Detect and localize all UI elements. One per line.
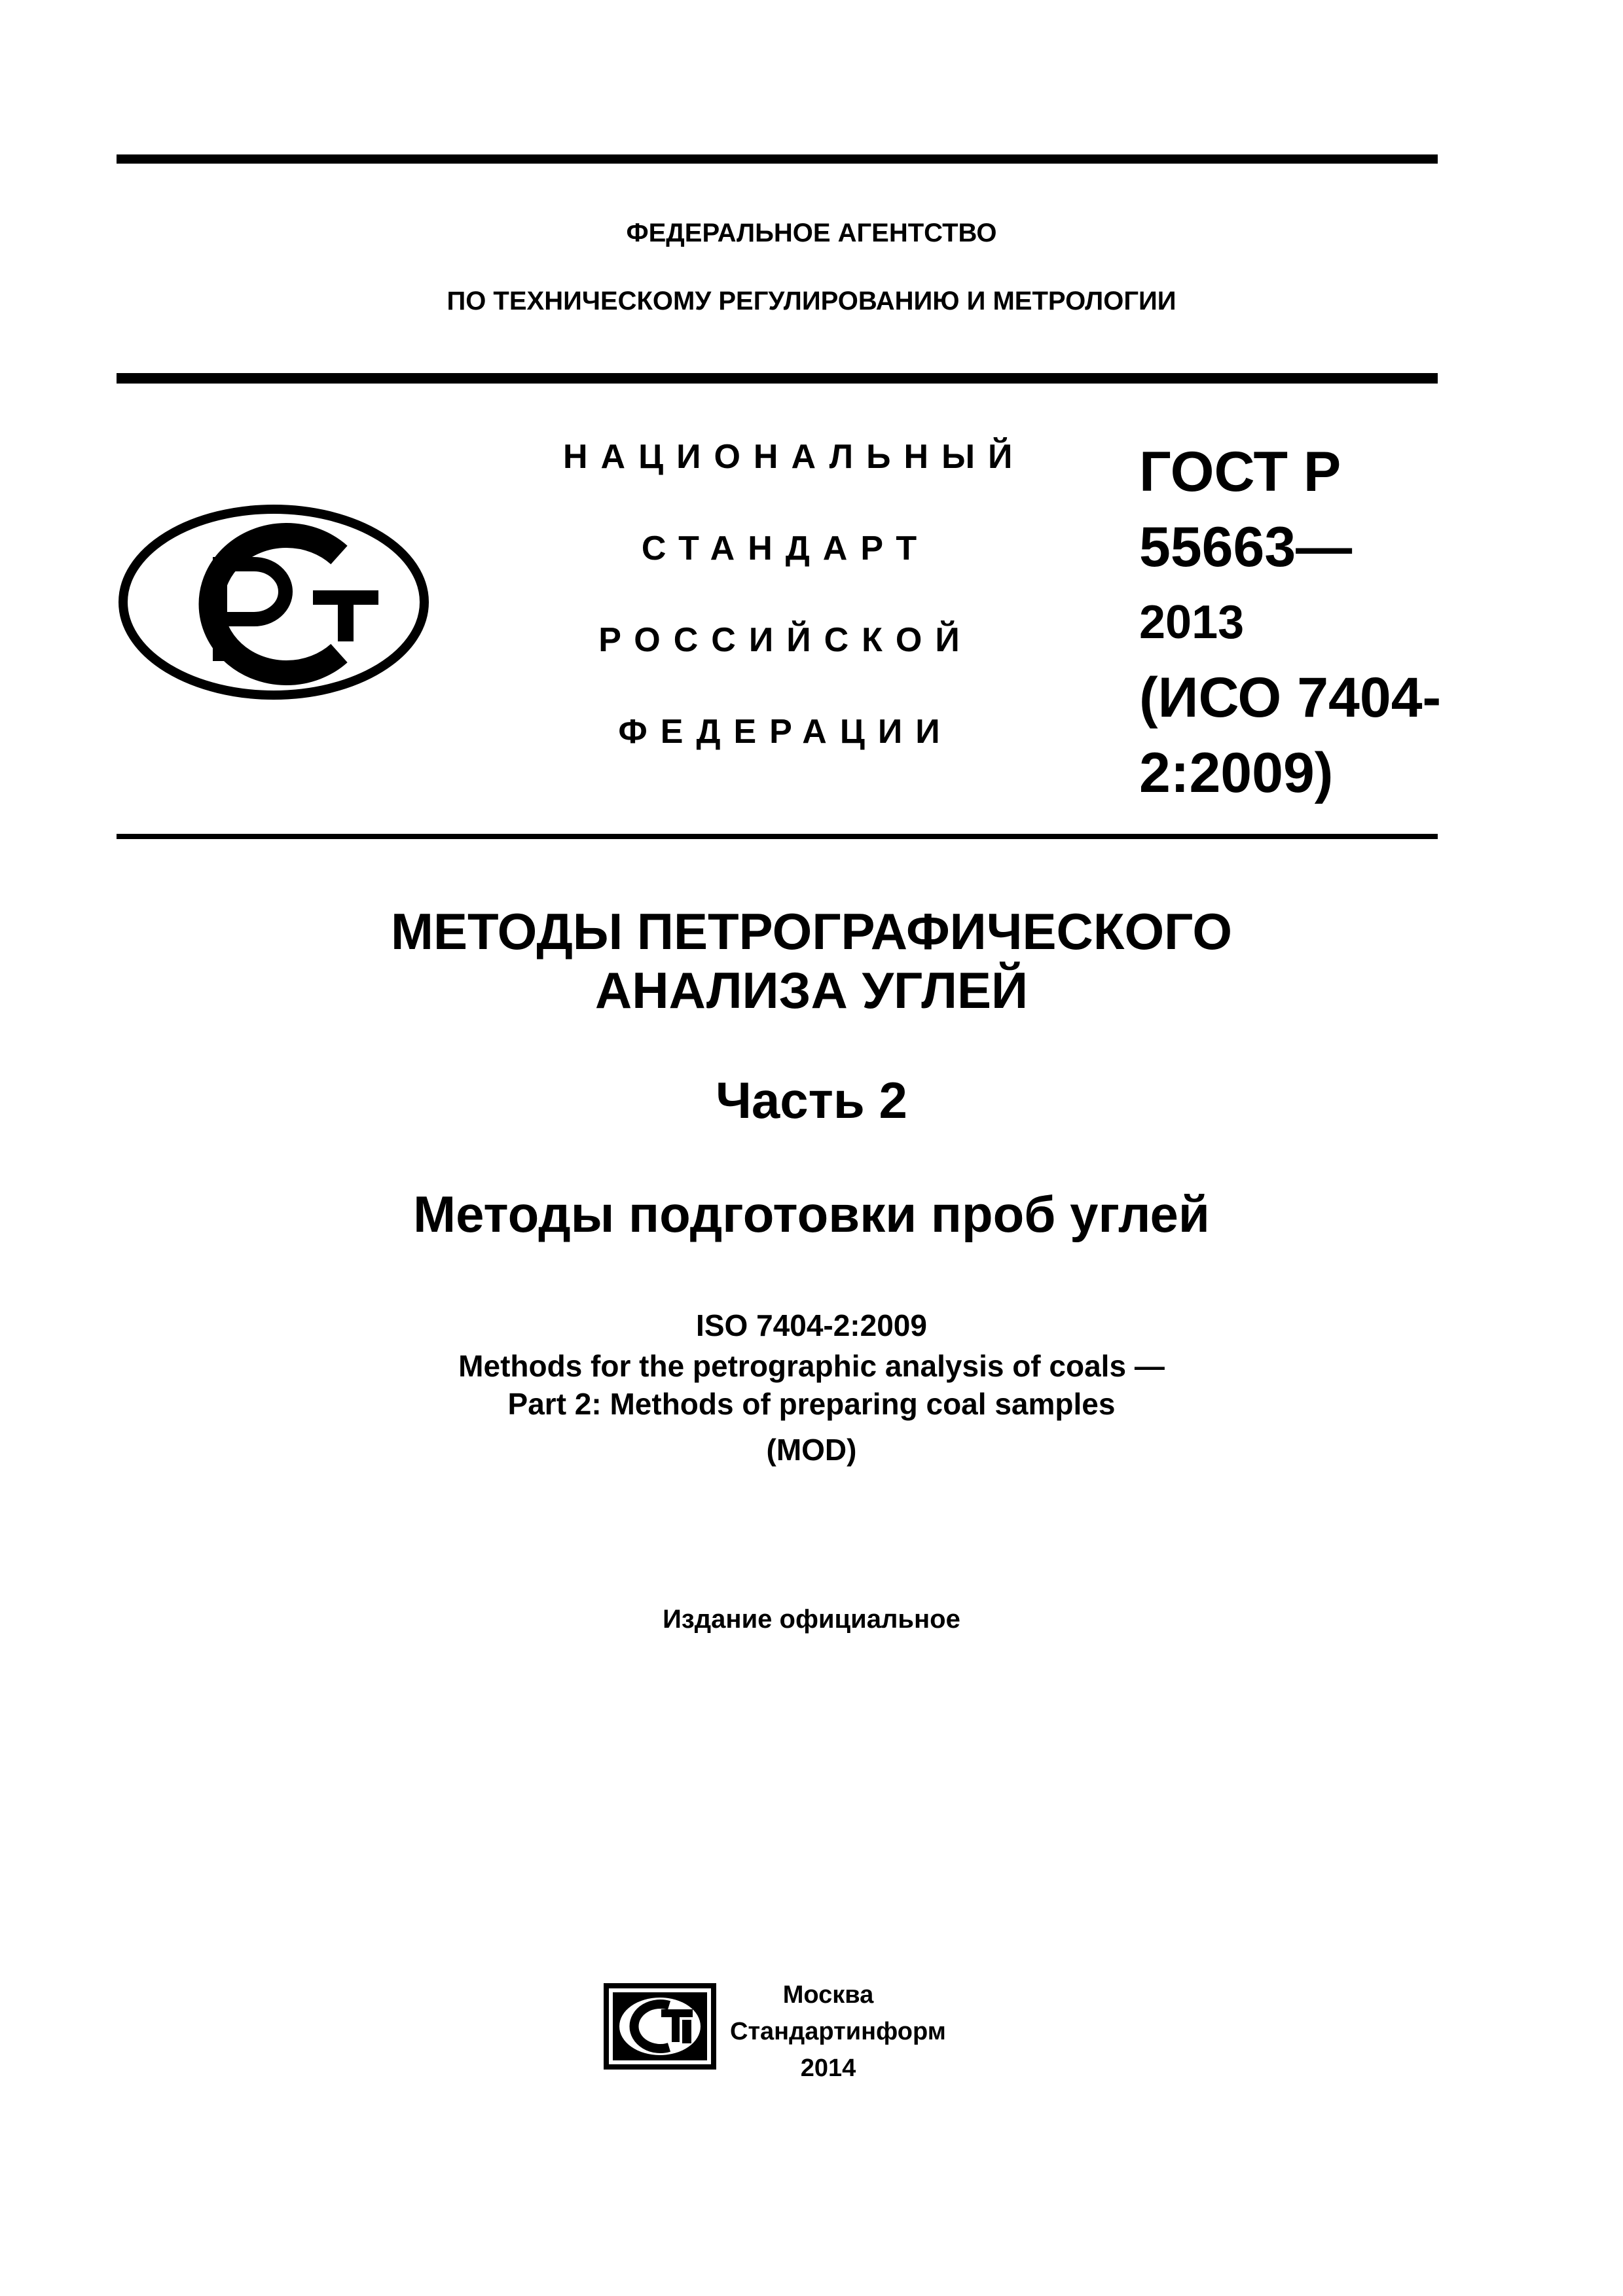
gost-logo — [117, 504, 431, 704]
part-number: Часть 2 — [716, 1071, 907, 1129]
designation-line-4: (ИСО 7404- — [1139, 666, 1442, 729]
publisher-city: Москва — [782, 1981, 874, 2009]
iso-title-line-2: Part 2: Methods of preparing coal samples — [507, 1387, 1116, 1421]
header-rule — [117, 373, 1438, 384]
designation-line-1: ГОСТ Р — [1139, 440, 1341, 503]
publisher-year: 2014 — [800, 2054, 856, 2082]
sti-logo-icon — [604, 1983, 716, 2070]
top-rule — [117, 154, 1438, 164]
standard-type-line-4: ФЕДЕРАЦИИ — [618, 713, 953, 751]
iso-number: ISO 7404-2:2009 — [696, 1308, 927, 1342]
subtitle: Методы подготовки проб углей — [413, 1185, 1210, 1243]
edition-label: Издание официальное — [663, 1605, 960, 1634]
rst-logo-icon — [117, 504, 431, 700]
designation-line-2: 55663— — [1139, 516, 1353, 579]
publisher-name: Стандартинформ — [730, 2018, 946, 2045]
gost-designation — [1139, 435, 1441, 811]
title-line-1: МЕТОДЫ ПЕТРОГРАФИЧЕСКОГО — [390, 903, 1233, 960]
iso-title-line-1: Methods for the petrographic analysis of coals — — [458, 1349, 1165, 1383]
standard-type-line-3: РОССИЙСКОЙ — [598, 621, 973, 659]
iso-mod: (MOD) — [766, 1433, 857, 1467]
designation-line-3: 2013 — [1139, 596, 1245, 649]
standard-type-line-1: НАЦИОНАЛЬНЫЙ — [563, 438, 1026, 476]
title-line-2: АНАЛИЗА УГЛЕЙ — [594, 961, 1029, 1019]
designation-rule — [117, 834, 1438, 839]
agency-line-1: ФЕДЕРАЛЬНОЕ АГЕНТСТВО — [626, 219, 997, 247]
agency-line-2: ПО ТЕХНИЧЕСКОМУ РЕГУЛИРОВАНИЮ И МЕТРОЛОГИИ — [447, 287, 1176, 315]
publisher-info — [730, 1977, 946, 2087]
publisher-logo — [604, 1983, 716, 2073]
standard-type-line-2: СТАНДАРТ — [641, 529, 930, 567]
designation-line-5: 2:2009) — [1139, 742, 1334, 804]
